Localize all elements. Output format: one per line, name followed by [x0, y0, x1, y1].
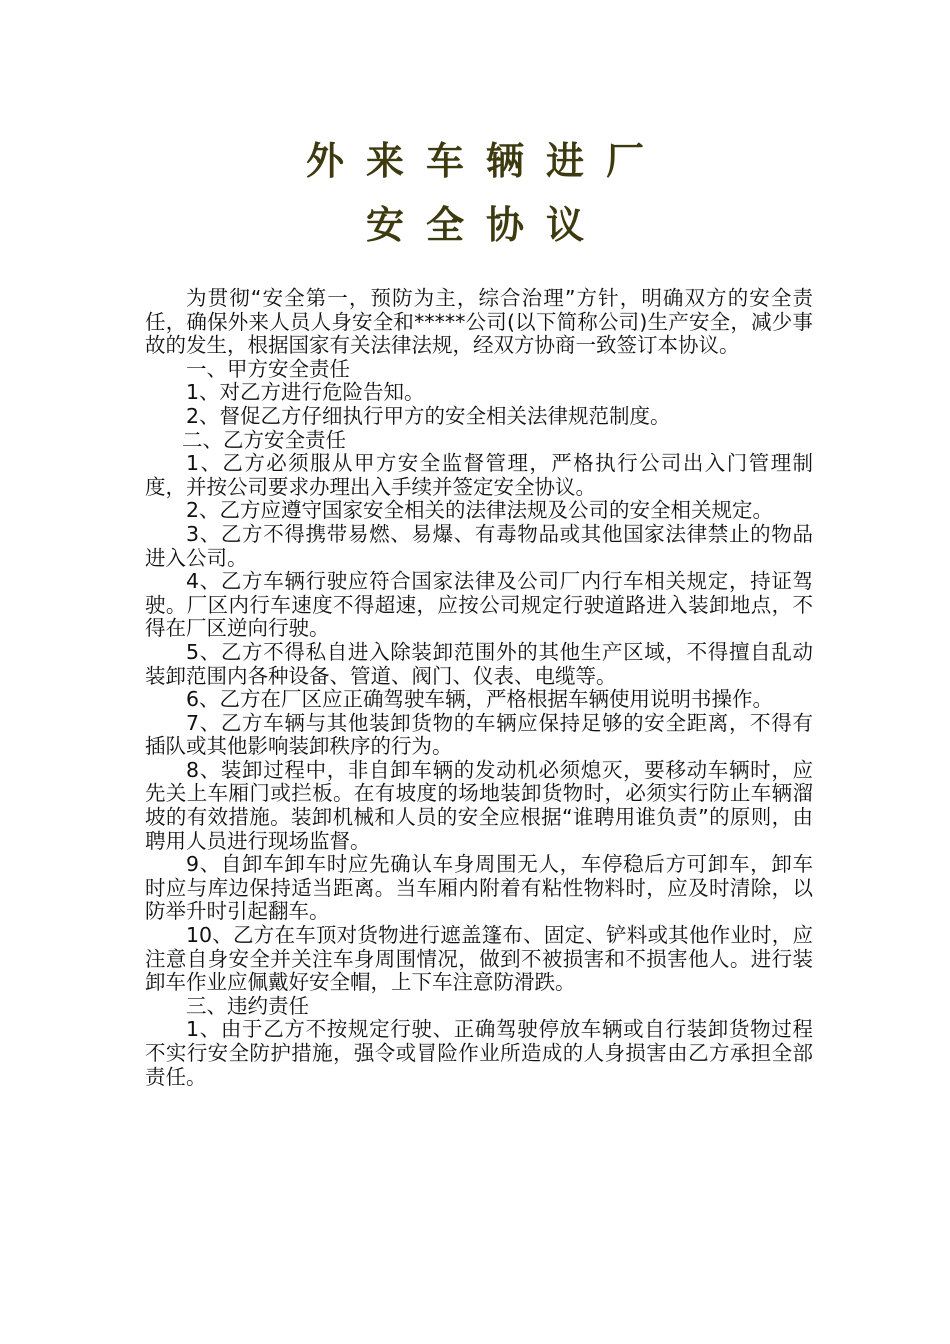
party-b-item: 6、乙方在厂区应正确驾驶车辆，严格根据车辆使用说明书操作。 [186, 687, 774, 712]
party-a-item: 1、对乙方进行危险告知。 [186, 380, 425, 405]
breach-item: 1、由于乙方不按规定行驶、正确驾驶停放车辆或自行装卸货物过程不实行安全防护措施，强令或冒险作业所造成的人身损害由乙方承担全部责任。 [145, 1017, 813, 1089]
document-title-line2: 安全协议 [365, 203, 606, 247]
party-b-item: 1、乙方必须服从甲方安全监督管理，严格执行公司出入门管理制度，并按公司要求办理出入手续并签定安全协议。 [145, 451, 813, 499]
party-b-item: 5、乙方不得私自进入除装卸范围外的其他生产区域，不得擅自乱动装卸范围内各种设备、管道、阀门、仪表、电缆等。 [145, 639, 813, 688]
party-b-item: 9、自卸车卸车时应先确认车身周围无人，车停稳后方可卸车，卸车时应与库边保持适当距离。当车厢内附着有粘性物料时，应及时清除，以防举升时引起翻车。 [145, 852, 813, 924]
party-b-item: 4、乙方车辆行驶应符合国家法律及公司厂内行车相关规定，持证驾驶。厂区内行车速度不得超速，应按公司规定行驶道路进入装卸地点，不得在厂区逆向行驶。 [145, 569, 813, 641]
party-b-item: 10、乙方在车顶对货物进行遮盖篷布、固定、铲料或其他作业时，应注意自身安全并关注车身周围情况，做到不被损害和不损害他人。进行装卸车作业应佩戴好安全帽，上下车注意防滑跌。 [145, 923, 813, 995]
party-b-item: 2、乙方应遵守国家安全相关的法律法规及公司的安全相关规定。 [186, 498, 774, 523]
section-heading-breach: 三、违约责任 [186, 993, 309, 1018]
document-body [145, 287, 813, 1089]
party-b-item: 3、乙方不得携带易燃、易爆、有毒物品或其他国家法律禁止的物品进入公司。 [145, 521, 813, 570]
intro-paragraph: 为贯彻“安全第一，预防为主，综合治理”方针，明确双方的安全责任，确保外来人员人身安全和*****公司(以下简称公司)生产安全，减少事故的发生，根据国家有关法律法规，经双方协商一致签订本协议。 [145, 286, 813, 358]
party-b-item: 7、乙方车辆与其他装卸货物的车辆应保持足够的安全距离，不得有插队或其他影响装卸秩序的行为。 [145, 710, 813, 759]
document-title-line1: 外来车辆进厂 [305, 139, 666, 183]
party-a-item: 2、督促乙方仔细执行甲方的安全相关法律规范制度。 [186, 403, 671, 428]
section-heading-party-a: 一、甲方安全责任 [186, 356, 350, 381]
party-b-item: 8、装卸过程中，非自卸车辆的发动机必须熄灭，要移动车辆时，应先关上车厢门或拦板。在有坡度的场地装卸货物时，必须实行防止车辆溜坡的有效措施。装卸机械和人员的安全应根据“谁聘用谁负责”的原则，由聘用人员进行现场监督。 [145, 757, 813, 853]
section-heading-party-b: 二、乙方安全责任 [182, 427, 346, 452]
